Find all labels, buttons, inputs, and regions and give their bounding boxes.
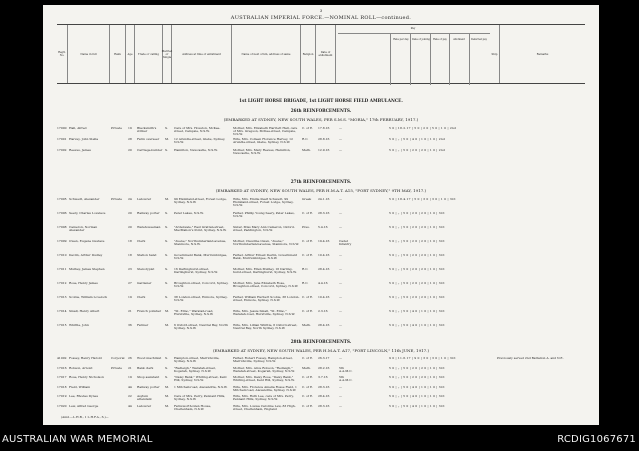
table-row xyxy=(57,376,585,385)
cell-r1: — xyxy=(339,395,342,398)
cell-address: "Redleigh," Waratah-street, Kogarah, Sydney, N.S.W. xyxy=(174,366,216,373)
cell-r1: — xyxy=(339,127,342,130)
cell-rel: C. of E. xyxy=(302,395,314,398)
cell-rel: C. of E. xyxy=(302,404,314,408)
cell-age: 27 xyxy=(128,282,132,285)
cell-name: Fossey, Henry Harold xyxy=(69,357,102,360)
cell-pay: 5 0 | „ | 5 0 | 4 0 | 1 0 | 1 0 | 3rd xyxy=(389,385,445,389)
cell-married: S. xyxy=(165,149,168,152)
cell-address: Peter Lakes, N.S.W. xyxy=(174,212,204,215)
header-group-pay: Pay xyxy=(410,27,416,30)
table-header xyxy=(57,24,585,84)
document-title: AUSTRALIAN IMPERIAL FORCE.—NOMINAL ROLL—continued. xyxy=(230,15,412,21)
cell-enl: 10.4.16 xyxy=(318,254,330,257)
cell-address: 99 Elsmiland-street, Forest Lodge, Sydney, N.S.W. xyxy=(174,198,227,205)
table-row xyxy=(57,405,585,414)
cell-age: 20 xyxy=(128,149,132,152)
cell-pay: 5 0 | „ | 5 0 | 2 0 | 2 0 | 1 0 | 3rd xyxy=(389,268,445,271)
cell-name: Field, William xyxy=(69,385,91,389)
cell-num: 17006 xyxy=(57,212,67,215)
cell-num: 17011 xyxy=(57,268,67,271)
table-row xyxy=(57,212,585,221)
cell-trade: Bank clerk xyxy=(137,366,154,370)
cell-r1: Cadet Infantry xyxy=(339,240,352,247)
cell-r1: — xyxy=(339,310,342,313)
cell-pay: 5 0 | „ | 5 0 | 4 0 | 1 0 | 1 0 | 3rd xyxy=(389,310,445,313)
cell-r1: 5th A.A.M.C. xyxy=(339,366,353,373)
cell-kin: Wife, Mrs. Emilie Pearl Schwedt, 99 Elsmiland-street, Forest Lodge, Sydney, N.S.W. xyxy=(233,198,294,208)
header-ship: Ship xyxy=(490,25,500,83)
cell-trade: Warehouseman xyxy=(137,226,161,229)
cell-rel: C. of E. xyxy=(302,296,314,299)
cell-address: 6 Oxford-street, Neutral Bay, North Sydney, N.S.W. xyxy=(174,324,229,331)
cell-enl: 28.4.16 xyxy=(318,395,330,398)
cell-rel: C. of E. xyxy=(302,240,314,243)
cell-rel: R.C. xyxy=(302,268,309,271)
cell-rel: C. of E. xyxy=(302,376,314,379)
table-row xyxy=(57,296,585,305)
cell-enl: 28.3.16 xyxy=(318,385,330,389)
cell-pay: 5 0 | „ | 5 0 | 4 0 | 1 0 | 1 0 | 3rd xyxy=(389,324,445,327)
table-row xyxy=(57,395,585,404)
cell-kin: Father, Phillip Young Seery, Peter Lakes, N.S.W. xyxy=(233,212,295,219)
cell-address: Care of Mrs. Perry, Pennant Hills, Sydney, N.S.W. xyxy=(174,395,226,402)
cell-name: Schwedt, Alexander xyxy=(69,198,100,201)
cell-pay: 5 0 | 18.2.17 | 5 0 | 2 0 | 5 0 | 1 0 | 2nd xyxy=(389,127,457,130)
cell-kin: Father, William Herbert Scobie, 38 London-street, Enmore, Sydney, N.S.W. xyxy=(233,296,300,303)
cell-trade: Clerk xyxy=(137,296,146,299)
cell-age: 44 xyxy=(128,404,132,408)
cell-pay: 5 0 | „ | 5 0 | 4 0 | 1 0 | 1 0 | 2nd xyxy=(389,138,446,141)
cell-kin: Wife, Mrs. Louisa Caroline Lew, 83 High-street, Cheltenham, England xyxy=(233,404,296,411)
cell-trade: French polisher xyxy=(137,310,162,313)
cell-num: 17013 xyxy=(57,296,67,299)
cell-num: 17008 xyxy=(57,226,67,229)
table-row xyxy=(57,138,585,147)
header-allotment: Allotment xyxy=(453,38,465,41)
cell-rel: Greek xyxy=(302,198,312,201)
cell-married: S. xyxy=(165,127,168,130)
cell-age: 19 xyxy=(128,376,132,379)
cell-trade: Blacksmith's striker xyxy=(137,127,157,134)
cell-trade: Labourer xyxy=(137,198,152,201)
cell-trade: Railway porter xyxy=(137,385,160,389)
cell-r1: — xyxy=(339,254,342,257)
table-row xyxy=(57,367,585,376)
watermark-right: RCDIG1067671 xyxy=(557,434,636,445)
cell-num: 17010 xyxy=(57,254,67,257)
cell-age: 19 xyxy=(128,296,132,299)
cell-enl: 2.3.16 xyxy=(318,310,328,313)
cell-married: S. xyxy=(165,212,168,215)
footnote: (Amd.—L.H.B., 1 L.H.F.A., 6.)— xyxy=(61,415,109,419)
cell-trade: Railway porter xyxy=(137,212,160,215)
cell-r1: — xyxy=(339,324,342,327)
cell-name: Lee, Rhodes Dynes xyxy=(69,395,98,398)
cell-address: 16 Darlinghurst-street, Darlinghurst, Sydney, N.S.W. xyxy=(174,268,218,275)
cell-r1: — xyxy=(339,357,342,360)
cell-married: S. xyxy=(165,296,168,299)
cell-enl: 28.4.16 xyxy=(318,324,330,327)
cell-pay: 5 0 | „ | 5 0 | 2 0 | 2 0 | 1 0 | 3rd xyxy=(389,254,445,257)
cell-married: S. xyxy=(165,240,168,243)
page-number: 3 xyxy=(319,8,323,13)
cell-address: Hamilton, Newcastle, N.S.W. xyxy=(174,149,218,152)
cell-kin: Sister, Miss Mary Ann Cameron, Oxford-street, Paddington, N.S.W. xyxy=(233,226,295,233)
cell-age: 21 xyxy=(128,366,132,370)
cell-married: S. xyxy=(165,282,168,285)
cell-age: 18 xyxy=(128,254,132,257)
table-row xyxy=(57,268,585,277)
table-row xyxy=(57,310,585,319)
cell-married: M. xyxy=(165,404,170,408)
cell-name: Harvey, John Stella xyxy=(69,138,99,141)
cell-pay: 5 0 | „ | 5 0 | 2 0 | 2 0 | 1 0 | 3rd xyxy=(389,376,445,379)
cell-enl: 28.8.16 xyxy=(318,138,330,141)
cell-enl: 5.4.16 xyxy=(318,226,328,229)
table-row xyxy=(57,282,585,291)
cell-pay: 5 0 | „ | 5 0 | 2 0 | 2 0 | 1 0 | 3rd xyxy=(389,366,445,370)
cell-kin: Mother, Mrs. Elizabeth Harriett Hall, care of Mrs. Gregson, McKee-street, Campsie, N.S.W. xyxy=(233,127,298,137)
cell-enl: 28.2.16 xyxy=(318,366,330,370)
cell-married: M. xyxy=(165,138,170,141)
table-row xyxy=(57,357,585,366)
cell-age: 22 xyxy=(128,395,132,398)
table-row xyxy=(57,127,585,136)
cell-r1: — xyxy=(339,385,342,389)
header-deferred-pay: Deferred pay xyxy=(471,38,487,41)
header-remarks: Remarks xyxy=(536,52,549,56)
cell-enl: 28.3.16 xyxy=(318,212,330,215)
cell-kin: Wife, Mrs. Ruth Lee, care of Mrs. Perry, Pennant Hills, Sydney, N.S.W. xyxy=(233,395,294,402)
cell-kin: Mother, Claudine Owen, "Avene," Northumberland-avenue, Stanmore, N.S.W. xyxy=(233,240,299,247)
cell-enl: 26.3.17 xyxy=(318,357,330,360)
cell-rel: C. of E. xyxy=(302,310,314,313)
cell-num: 17015 xyxy=(57,324,67,327)
cell-kin: Mother, Mrs. Alice Robson, "Redleigh," Waratah-street, Kogarah, Sydney, N.S.W. xyxy=(233,366,295,373)
cell-r1: — xyxy=(339,149,342,152)
cell-r1: — xyxy=(339,212,342,215)
cell-kin: Wife, Mrs. Colleen Florence Harvey, 12 Arundle-street, Glebe, Sydney, N.S.W. xyxy=(233,138,293,145)
cell-married: S. xyxy=(165,366,168,370)
cell-pay: 5 0 | „ | 5 0 | 4 0 | 1 0 | 1 0 | 3rd xyxy=(389,395,445,398)
cell-num: 17001 xyxy=(57,138,67,141)
cell-address: Broughton-street, Concord, Sydney, N.S.W. xyxy=(174,282,229,289)
cell-rel: R.C. xyxy=(302,138,309,141)
cell-enl: 3.7.16 xyxy=(318,376,328,379)
cell-pay: 5 0 | „ | 5 0 | 2 0 | 2 0 | 1 0 | 2nd xyxy=(389,149,446,152)
cell-name: Robson, Arnold xyxy=(69,366,93,370)
cell-rem: Previously served 2nd Battalion A. and N.E. xyxy=(497,357,564,360)
cell-pay: 5 0 | „ | 5 0 | 2 0 | 2 0 | 1 0 | 3rd xyxy=(389,240,445,243)
header-name: Name in full xyxy=(68,25,110,83)
cell-r1: 5th A.A.M.C. xyxy=(339,376,353,383)
section-title: 26th REINFORCEMENTS. xyxy=(290,108,352,113)
cell-pay: 5 0 | „ | 5 0 | 4 0 | 1 0 | 1 0 | 3rd xyxy=(389,404,445,408)
cell-rel: Meth. xyxy=(302,149,311,152)
cell-name: Rose, Henry James xyxy=(69,282,98,285)
cell-address: 12 Arundle-street, Glebe, Sydney, N.S.W. xyxy=(174,138,226,145)
cell-age: 20 xyxy=(128,226,132,229)
cell-pay: 9 0 | 11.6.17 | 9 0 | 3 0 | 3 0 | 1 0 | 3rd xyxy=(389,357,456,360)
header-date-of-joining: Date of joining xyxy=(412,38,430,41)
cell-name: Mulhey, James Stephen xyxy=(69,268,105,271)
brigade-title: 1st LIGHT HORSE BRIGADE, 1st LIGHT HORSE FIELD AMBULANCE. xyxy=(239,98,403,103)
embarkation-line: (EMBARKED AT SYDNEY, NEW SOUTH WALES, PER H.M.A.T. A17, "PORT LINCOLN," 11th JUNE, 1917.) xyxy=(212,348,430,353)
section-title: 28th REINFORCEMENTS. xyxy=(290,339,352,344)
cell-pay: 5 0 | „ | 5 0 | 2 0 | 2 0 | 1 0 | 3rd xyxy=(389,282,445,285)
cell-num: 17005 xyxy=(57,198,67,201)
cell-rel: C. of E. xyxy=(302,127,314,130)
cell-address: "Daisy Bank," Whiting-street, Kent Hill, Sydney, N.S.W. xyxy=(174,376,227,383)
cell-rank: Private xyxy=(111,127,122,130)
cell-enl: 4.4.16 xyxy=(318,282,328,285)
cell-name: Small, Henry Albert xyxy=(69,310,100,313)
cell-pay: 5 0 | „ | 5 0 | 2 0 | 2 0 | 1 0 | 3rd xyxy=(389,212,445,215)
cell-kin: Mother, Mrs. Jane Elizabeth Rose, Broughton-street, Concord, Sydney, N.S.W. xyxy=(233,282,299,289)
cell-enl: 12.9.16 xyxy=(318,149,330,152)
cell-age: 26 xyxy=(128,357,132,360)
table-row xyxy=(57,149,585,158)
cell-age: 20 xyxy=(128,212,132,215)
cell-num: 17020 xyxy=(57,404,67,408)
cell-name: Owen, Eugene Gustave xyxy=(69,240,105,243)
cell-trade: Carriage-builder xyxy=(137,149,163,152)
cell-age: 28 xyxy=(128,138,132,141)
cell-name: Whittle, John xyxy=(69,324,89,327)
cell-address: Farnsworth-Glen House, Cheltenham, N.S.W. xyxy=(174,404,212,411)
cell-enl: 10.4.16 xyxy=(318,296,330,299)
cell-pay: 5 0 | 18.4.17 | 5 0 | 3 0 | 3 0 | 1 0 | 3rd xyxy=(389,198,456,201)
cell-married: S. xyxy=(165,254,168,257)
watermark-left: AUSTRALIAN WAR MEMORIAL xyxy=(2,434,153,445)
cell-num: 17009 xyxy=(57,240,67,243)
cell-enl: 28.3.16 xyxy=(318,404,330,408)
cell-age: 18 xyxy=(128,240,132,243)
cell-name: Devlin, Arthur Dudley xyxy=(69,254,103,257)
cell-age: 19 xyxy=(128,127,132,130)
cell-married: M. xyxy=(165,324,170,327)
cell-age: 44 xyxy=(128,385,132,389)
cell-num: 17012 xyxy=(57,282,67,285)
cell-num: 17014 xyxy=(57,310,67,313)
header-trade: Trade or calling xyxy=(135,25,163,83)
header-religion: Religion xyxy=(301,25,316,83)
cell-r1: — xyxy=(339,198,342,201)
cell-rank: Private xyxy=(111,198,122,201)
cell-name: Scobie, William Lovelock xyxy=(69,296,108,299)
cell-num: 17000 xyxy=(57,127,67,130)
cell-address: Hampton-street, Marrickville, Sydney, N.S.W. xyxy=(174,357,220,364)
cell-kin: Wife, Mrs. Lillian Whittle, 6 Oxford-street, Neutral Bay, North Sydney, N.S.W. xyxy=(233,324,298,331)
cell-rel: C. of E. xyxy=(302,357,314,360)
cell-kin: Mother, Mrs. Ellen Mulhey, 16 Darling-hurst-street, Darlinghurst, Sydney, N.S.W. xyxy=(233,268,297,275)
cell-num: 17018 xyxy=(57,385,67,389)
cell-r1: — xyxy=(339,404,342,408)
cell-enl: 28.4.16 xyxy=(318,268,330,271)
cell-trade: Farm overseer xyxy=(137,138,160,141)
table-row xyxy=(57,386,585,395)
cell-married: S. xyxy=(165,357,168,360)
table-row xyxy=(57,198,585,207)
cell-trade: Farmer xyxy=(137,324,149,327)
header-next-of-kin: Name of next of kin, address of same xyxy=(232,25,301,83)
cell-num: 17002 xyxy=(57,149,67,152)
cell-trade: Gardener xyxy=(137,282,152,285)
cell-name: Lew, Alfred George xyxy=(69,404,99,408)
embarkation-line: (EMBARKED AT SYDNEY, NEW SOUTH WALES, PER S.M.S. "MORIA," 17th FEBRUARY, 1917.) xyxy=(223,117,419,122)
cell-age: 23 xyxy=(128,268,132,271)
cell-name: Reeves, James xyxy=(69,149,91,152)
cell-r1: — xyxy=(339,226,342,229)
cell-age: 24 xyxy=(128,198,132,201)
cell-pay: 5 0 | „ | 5 0 | 2 0 | 2 0 | 1 0 | 3rd xyxy=(389,296,445,299)
cell-trade: Clerk xyxy=(137,240,146,243)
cell-kin: Mother, Mrs. Daisy Rose, "Daisy Bank," Whiting-street, Kent Hill, Sydney, N.S.W. xyxy=(233,376,295,383)
cell-kin: Wife, Mrs. Jessie Small, "St. Elmo," Waratah-road, Hurstville, Sydney, N.S.W. xyxy=(233,310,295,317)
cell-enl: 24.1.16 xyxy=(318,198,330,201)
cell-rel: C. of E. xyxy=(302,385,314,389)
cell-married: M. xyxy=(165,310,170,313)
cell-num: 17019 xyxy=(57,395,67,398)
nominal-roll-page xyxy=(43,5,599,425)
cell-rank: Private xyxy=(111,366,122,370)
cell-r1: — xyxy=(339,282,342,285)
cell-name: Cameron, Norman Alexander xyxy=(69,226,98,233)
cell-trade: Station hand xyxy=(137,254,157,257)
table-row xyxy=(57,240,585,249)
cell-rel: C. of E. xyxy=(302,254,314,257)
table-row xyxy=(57,324,585,333)
cell-num: 41002 xyxy=(57,357,67,360)
cell-rel: Pres. xyxy=(302,226,310,229)
header-age: Age xyxy=(126,25,135,83)
cell-address: "Avene," Northumberland-avenue, Stanmore, N.S.W. xyxy=(174,240,227,247)
cell-married: M. xyxy=(165,395,170,398)
header-enlistment: Date of enlistment xyxy=(316,25,336,83)
cell-trade: Wood machinist xyxy=(137,357,162,360)
cell-kin: Father, Arthur Ernest Devlin, Government Bank, Murrumbidgee, N.S.W. xyxy=(233,254,298,261)
cell-age: 21 xyxy=(128,310,132,313)
header-rate-of-pay: Rate of pay xyxy=(433,38,447,41)
cell-name: Seery, Charles Lovelace xyxy=(69,212,106,215)
section-title: 27th REINFORCEMENTS. xyxy=(290,179,352,184)
cell-enl: 19.4.16 xyxy=(318,240,330,243)
cell-age: 36 xyxy=(128,324,132,327)
cell-address: "St. Elmo," Waratah-road, Hurstville, Sydney, N.S.W. xyxy=(174,310,214,317)
cell-address: Government Bank, Murrumbidgee, N.S.W. xyxy=(174,254,228,261)
cell-married: M. xyxy=(165,198,170,201)
cell-r1: — xyxy=(339,138,342,141)
cell-rel: Meth. xyxy=(302,324,311,327)
header-rank: Rank xyxy=(110,25,126,83)
cell-address: "Ardenvale," East Grattan-street, MacMahon's Point, Sydney, N.S.W. xyxy=(174,226,227,233)
cell-name: Hall, Alfred xyxy=(69,127,87,130)
cell-r1: — xyxy=(339,268,342,271)
cell-address: Care of Mrs. Houston, McKee-street, Campsie, N.S.W. xyxy=(174,127,221,134)
cell-address: 1 Mitchell-road, Alexandria, N.S.W. xyxy=(174,385,228,389)
cell-trade: Stenotypist xyxy=(137,268,155,271)
cell-trade: Asylum attendant xyxy=(137,395,152,402)
cell-pay: 5 0 | „ | 5 0 | 2 0 | 2 0 | 1 0 | 3rd xyxy=(389,226,445,229)
cell-married: S. xyxy=(165,268,168,271)
cell-kin: Father, Robert Fossey, Hampton-street, Marrickville, Sydney, N.S.W. xyxy=(233,357,293,364)
cell-kin: Wife, Mrs. Florence Amelia Rosse Field, 1 Mitchell-road, Alexandria, Sydney, N.S.W. xyxy=(233,385,297,392)
cell-trade: Shop assistant xyxy=(137,376,160,379)
table-row xyxy=(57,254,585,263)
header-regtl-no: Regtl. No. xyxy=(57,25,68,83)
cell-r1: — xyxy=(339,296,342,299)
cell-married: S. xyxy=(165,226,168,229)
header-married: Married or Single xyxy=(163,25,172,83)
cell-enl: 17.8.16 xyxy=(318,127,330,130)
cell-rel: C. of E. xyxy=(302,212,314,215)
header-address: Address at time of enlistment xyxy=(172,25,232,83)
cell-married: M. xyxy=(165,385,170,389)
table-row xyxy=(57,226,585,235)
cell-rel: R.C. xyxy=(302,282,309,285)
cell-num: 17016 xyxy=(57,366,67,370)
cell-trade: Labourer xyxy=(137,404,152,408)
embarkation-line: (EMBARKED AT SYDNEY, NEW SOUTH WALES, PER H.M.A.T. A15, "PORT SYDNEY," 9TH MAY, 1917.) xyxy=(215,188,427,193)
cell-name: Rose, Henry Nicholson xyxy=(69,376,104,379)
cell-married: S. xyxy=(165,376,168,379)
header-rate-per-day: Rate per day xyxy=(393,38,409,41)
cell-num: 17017 xyxy=(57,376,67,379)
cell-kin: Mother, Mrs. Mary Reeves, Hamilton, Newcastle, N.S.W. xyxy=(233,149,291,156)
cell-rel: Meth. xyxy=(302,366,311,370)
cell-address: 38 London-street, Enmore, Sydney, N.S.W. xyxy=(174,296,228,303)
cell-rank: Corporal xyxy=(111,357,125,360)
